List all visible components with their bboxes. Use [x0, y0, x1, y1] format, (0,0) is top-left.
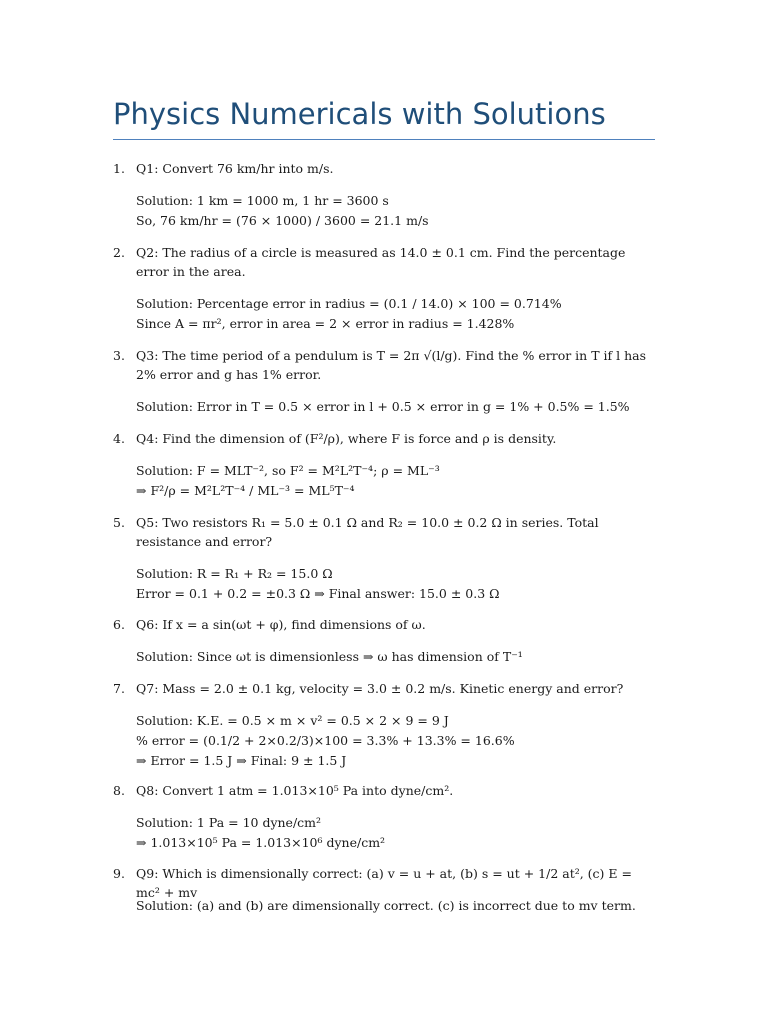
solution-block: [136, 461, 656, 501]
item-number: 9.: [113, 866, 125, 881]
question-text: Q5: Two resistors R₁ = 5.0 ± 0.1 Ω and R₂ = 10.0 ± 0.2 Ω in series. Total resistance and error?: [136, 515, 599, 549]
solution-block: [136, 397, 656, 417]
question-text: Q7: Mass = 2.0 ± 0.1 kg, velocity = 3.0 ± 0.2 m/s. Kinetic energy and error?: [136, 681, 624, 696]
item-number: 7.: [113, 681, 125, 696]
question-text: Q6: If x = a sin(ωt + φ), find dimensions of ω.: [136, 617, 426, 632]
solution-line: Solution: Error in T = 0.5 × error in l + 0.5 × error in g = 1% + 0.5% = 1.5%: [136, 399, 630, 414]
page-title: Physics Numericals with Solutions: [113, 97, 606, 131]
question-text: Q1: Convert 76 km/hr into m/s.: [136, 161, 334, 176]
solution-line: Solution: K.E. = 0.5 × m × v² = 0.5 × 2 × 9 = 9 J: [136, 713, 449, 728]
item-number: 3.: [113, 348, 125, 363]
item-number: 8.: [113, 783, 125, 798]
item-number: 5.: [113, 515, 125, 530]
question-text: Q8: Convert 1 atm = 1.013×10⁵ Pa into dyne/cm².: [136, 783, 454, 798]
solution-line: Since A = πr², error in area = 2 × error in radius = 1.428%: [136, 316, 515, 331]
solution-block: [136, 711, 656, 771]
solution-line: % error = (0.1/2 + 2×0.2/3)×100 = 3.3% + 13.3% = 16.6%: [136, 733, 515, 748]
solution-line: Solution: Since ωt is dimensionless ⇒ ω has dimension of T⁻¹: [136, 649, 523, 664]
question-text: Q2: The radius of a circle is measured as 14.0 ± 0.1 cm. Find the percentage error in the area.: [136, 245, 626, 279]
solution-line: Solution: 1 Pa = 10 dyne/cm²: [136, 815, 322, 830]
item-number: 6.: [113, 617, 125, 632]
question-text: Q3: The time period of a pendulum is T = 2π √(l/g). Find the % error in T if l has 2% error and g has 1% error.: [136, 348, 646, 382]
solution-block: [136, 294, 656, 334]
solution-block: [136, 896, 656, 916]
solution-line: Solution: 1 km = 1000 m, 1 hr = 3600 s: [136, 193, 389, 208]
item-number: 4.: [113, 431, 125, 446]
solution-line: Solution: F = MLT⁻², so F² = M²L²T⁻⁴; ρ = ML⁻³: [136, 463, 440, 478]
solution-line: ⇒ F²/ρ = M²L²T⁻⁴ / ML⁻³ = ML⁵T⁻⁴: [136, 483, 355, 498]
solution-line: Solution: Percentage error in radius = (0.1 / 14.0) × 100 = 0.714%: [136, 296, 562, 311]
solution-line: So, 76 km/hr = (76 × 1000) / 3600 = 21.1 m/s: [136, 213, 429, 228]
question-text: Q4: Find the dimension of (F²/ρ), where F is force and ρ is density.: [136, 431, 557, 446]
item-number: 2.: [113, 245, 125, 260]
solution-line: ⇒ Error = 1.5 J ⇒ Final: 9 ± 1.5 J: [136, 753, 347, 768]
solution-block: [136, 647, 656, 667]
solution-line: ⇒ 1.013×10⁵ Pa = 1.013×10⁶ dyne/cm²: [136, 835, 386, 850]
title-underline: [113, 139, 655, 140]
solution-block: [136, 191, 656, 231]
solution-line: Error = 0.1 + 0.2 = ±0.3 Ω ⇒ Final answer: 15.0 ± 0.3 Ω: [136, 586, 500, 601]
item-number: 1.: [113, 161, 125, 176]
solution-line: Solution: (a) and (b) are dimensionally correct. (c) is incorrect due to mv term.: [136, 898, 636, 913]
solution-block: [136, 813, 656, 853]
solution-block: [136, 564, 656, 604]
solution-line: Solution: R = R₁ + R₂ = 15.0 Ω: [136, 566, 333, 581]
question-text: Q9: Which is dimensionally correct: (a) v = u + at, (b) s = ut + 1/2 at², (c) E = mc² + mv: [136, 866, 632, 900]
